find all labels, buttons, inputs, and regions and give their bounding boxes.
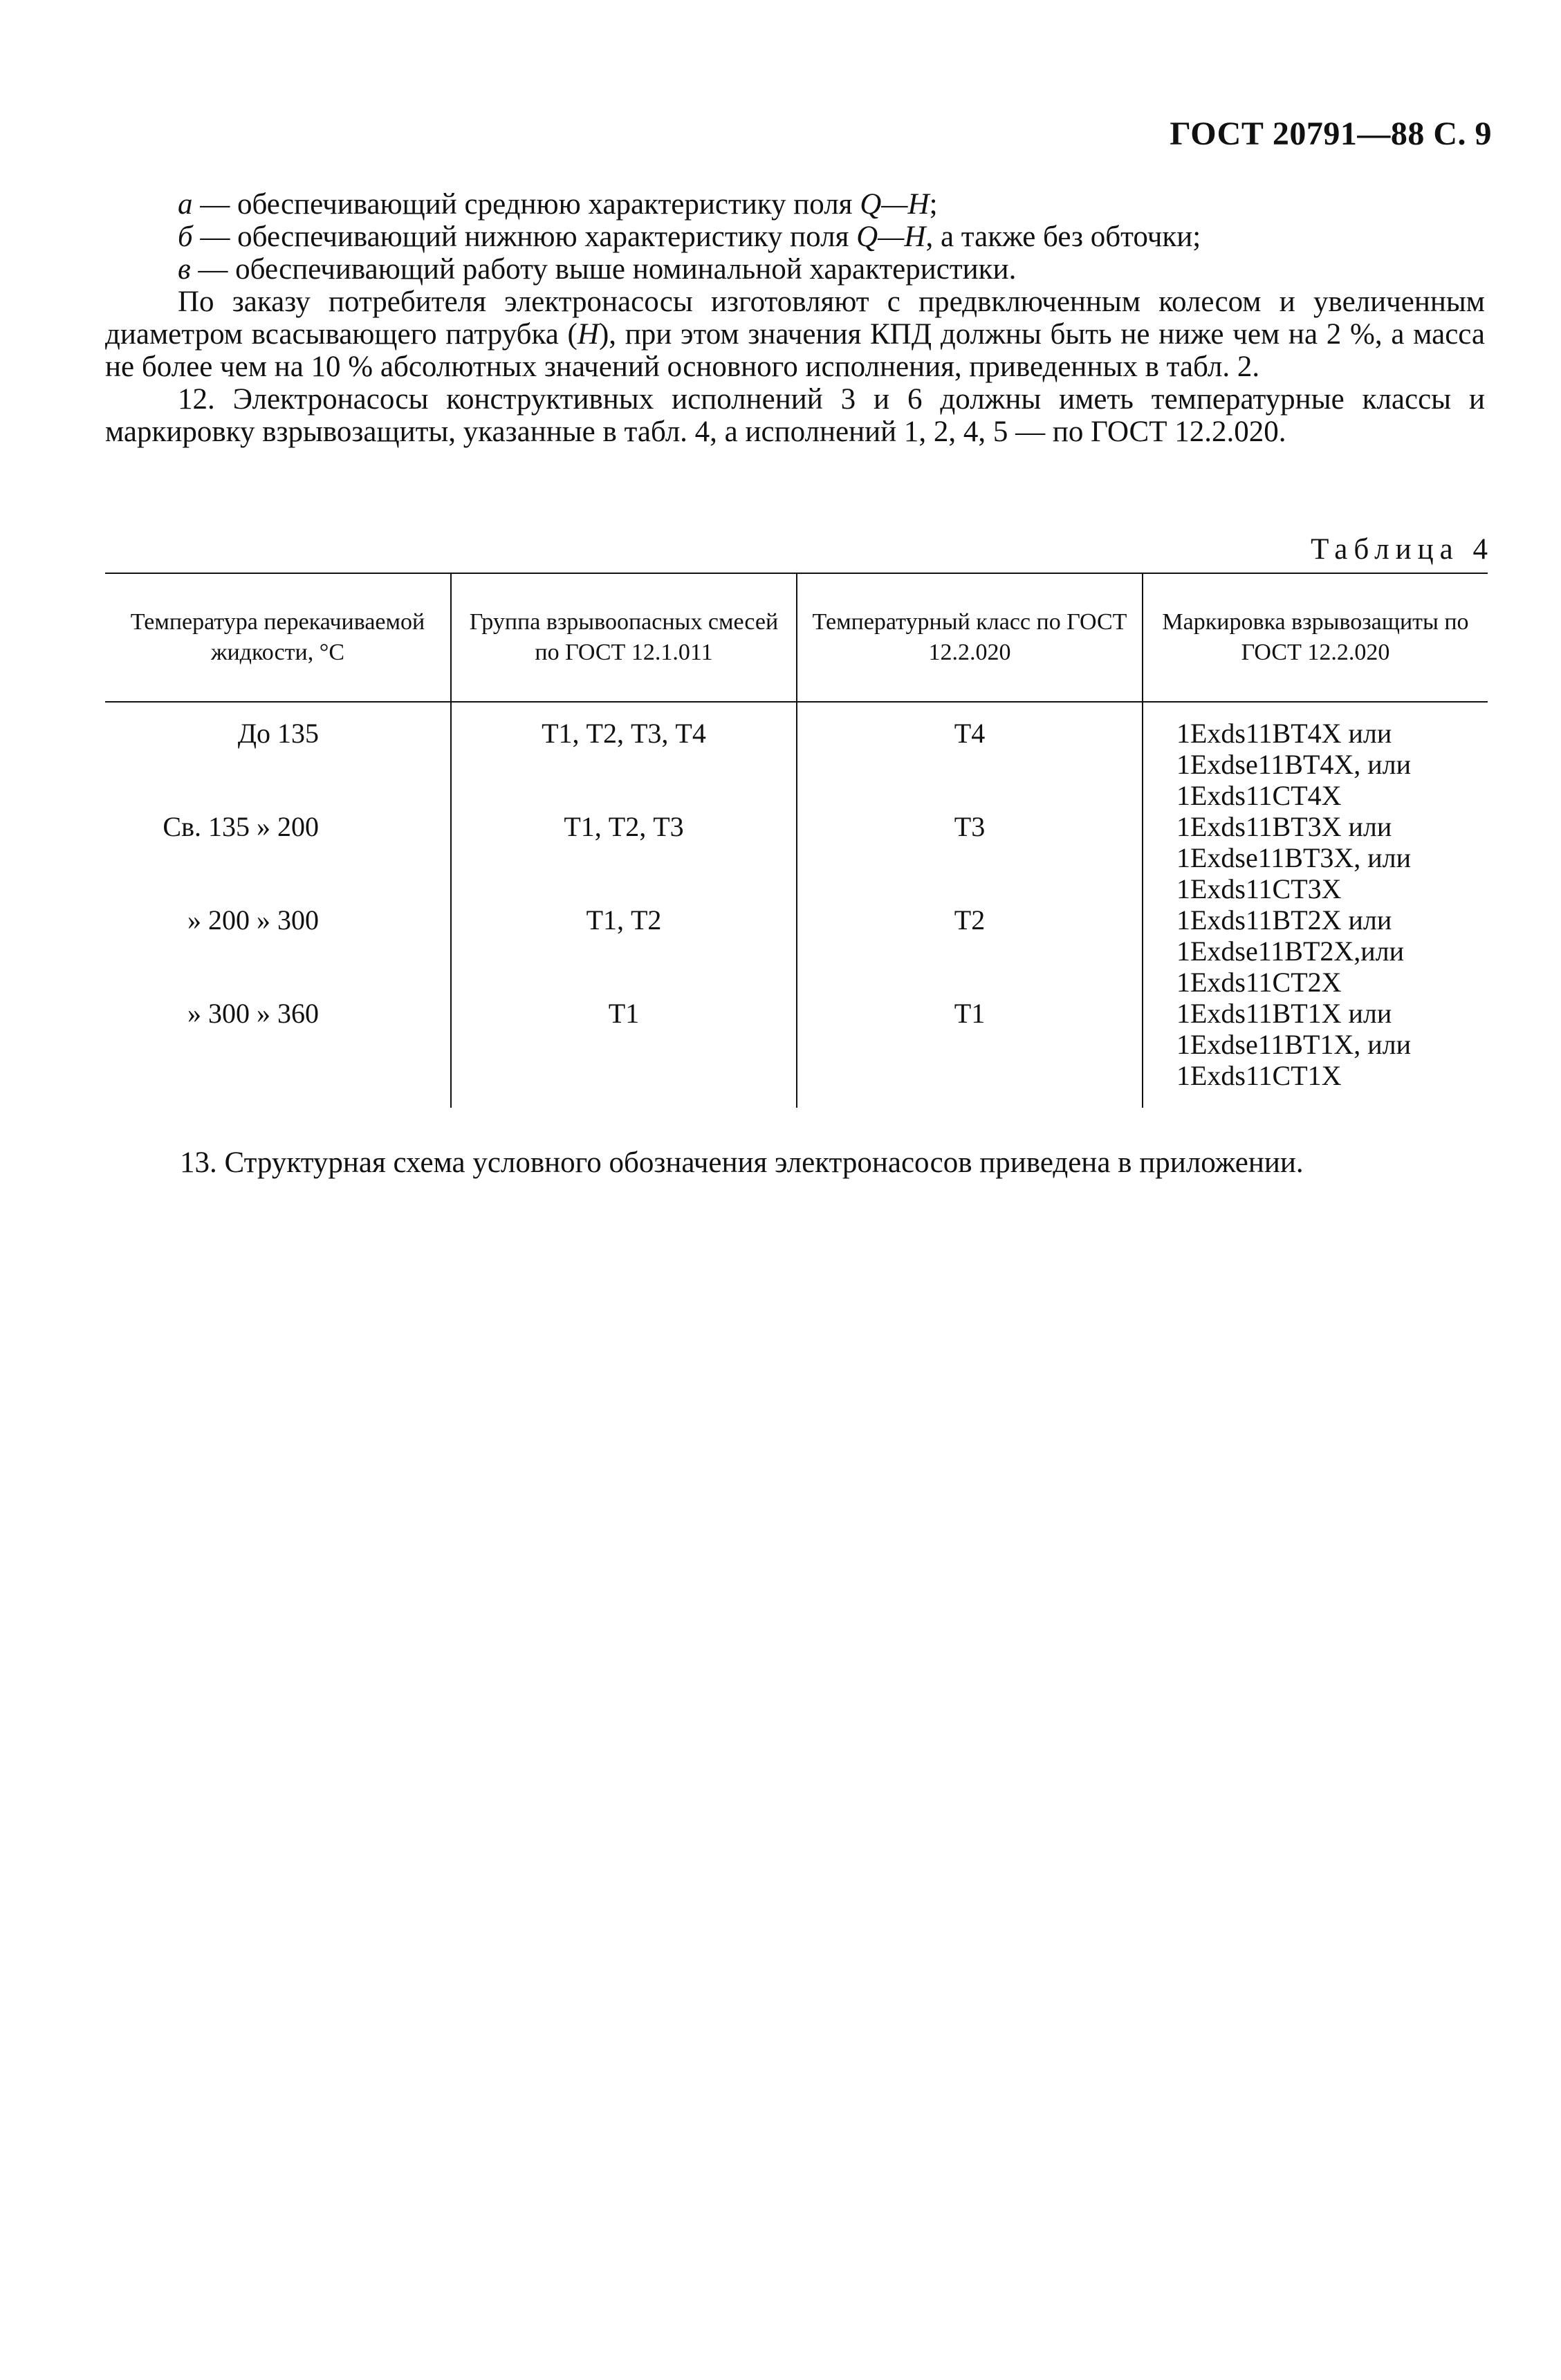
table-4 xyxy=(105,573,1488,1108)
list-item-v: в — обеспечивающий работу выше номинальной характеристики. xyxy=(178,253,1017,286)
table-row xyxy=(105,998,1488,1108)
paragraph-13: 13. Структурная схема условного обозначения электронасосов приведена в приложении. xyxy=(180,1146,1304,1179)
cell-class: Т1 xyxy=(797,998,1143,1108)
marking-line: 1Exds11BT3X или xyxy=(1176,811,1392,842)
cell-marking xyxy=(1143,998,1488,1108)
list-letter: а xyxy=(178,188,193,221)
cell-class: Т2 xyxy=(797,904,1143,998)
cell-marking xyxy=(1143,904,1488,998)
marking-line: 1Exds11BT2X или xyxy=(1176,904,1392,936)
cell-group: Т1, Т2, Т3, Т4 xyxy=(451,702,797,811)
list-item-a: а — обеспечивающий среднюю характеристику поля Q—H; xyxy=(178,188,938,221)
body-text xyxy=(105,188,1485,448)
marking-line: 1Exdse11BT1X, или xyxy=(1176,1029,1412,1060)
cell-marking xyxy=(1143,811,1488,904)
cell-temperature: » 300 » 360 xyxy=(187,998,319,1029)
cell-temperature: » 200 » 300 xyxy=(187,904,319,936)
header-temperature: Температура перекачиваемой жидкости, °С xyxy=(105,573,451,702)
header-marking: Маркировка взрывозащиты по ГОСТ 12.2.020 xyxy=(1143,573,1488,702)
marking-line: 1Exds11CT2X xyxy=(1176,967,1342,998)
page-header: ГОСТ 20791—88 С. 9 xyxy=(1170,115,1492,152)
marking-line: 1Exds11CT3X xyxy=(1176,873,1342,904)
table-row xyxy=(105,904,1488,998)
table-header-row xyxy=(105,573,1488,702)
paragraph-order: По заказу потребителя электронасосы изготовляют с предвключенным колесом и увеличенным диаметром всасывающего патрубка (Н), при этом значения КПД должны быть не ниже чем на 2 %, а масса не более чем на 10 % абсолютных значений основного исполнения, приведенных в табл. 2. xyxy=(105,286,1485,383)
cell-group: Т1, Т2 xyxy=(451,904,797,998)
cell-temperature: До 135 xyxy=(237,718,319,749)
table-caption: Таблица 4 xyxy=(1311,533,1494,566)
marking-line: 1Exds11BT1X или xyxy=(1176,998,1392,1029)
list-item-b: б — обеспечивающий нижнюю характеристику поля Q—H, а также без обточки; xyxy=(178,221,1201,253)
cell-group: Т1 xyxy=(451,998,797,1108)
marking-line: 1Exdse11BT4X, или xyxy=(1176,749,1412,780)
marking-line: 1Exds11CT1X xyxy=(1176,1060,1342,1091)
list-letter: б xyxy=(178,221,193,253)
cell-group: Т1, Т2, Т3 xyxy=(451,811,797,904)
marking-line: 1Exds11BT4X или xyxy=(1176,718,1392,749)
marking-line: 1Exds11CT4X xyxy=(1176,780,1342,811)
cell-class: Т4 xyxy=(797,702,1143,811)
paragraph-12: 12. Электронасосы конструктивных исполнений 3 и 6 должны иметь температурные классы и маркировку взрывозащиты, указанные в табл. 4, а исполнений 1, 2, 4, 5 — по ГОСТ 12.2.020. xyxy=(105,383,1485,448)
marking-line: 1Exdse11BT2X,или xyxy=(1176,936,1405,967)
cell-marking xyxy=(1143,702,1488,811)
cell-class: Т3 xyxy=(797,811,1143,904)
table-row xyxy=(105,702,1488,811)
marking-line: 1Exdse11BT3X, или xyxy=(1176,842,1412,873)
cell-temperature: Св. 135 » 200 xyxy=(163,811,319,842)
header-class: Температурный класс по ГОСТ 12.2.020 xyxy=(797,573,1143,702)
header-group: Группа взрывоопасных смесей по ГОСТ 12.1.011 xyxy=(451,573,797,702)
table-row xyxy=(105,811,1488,904)
list-letter: в xyxy=(178,253,191,286)
